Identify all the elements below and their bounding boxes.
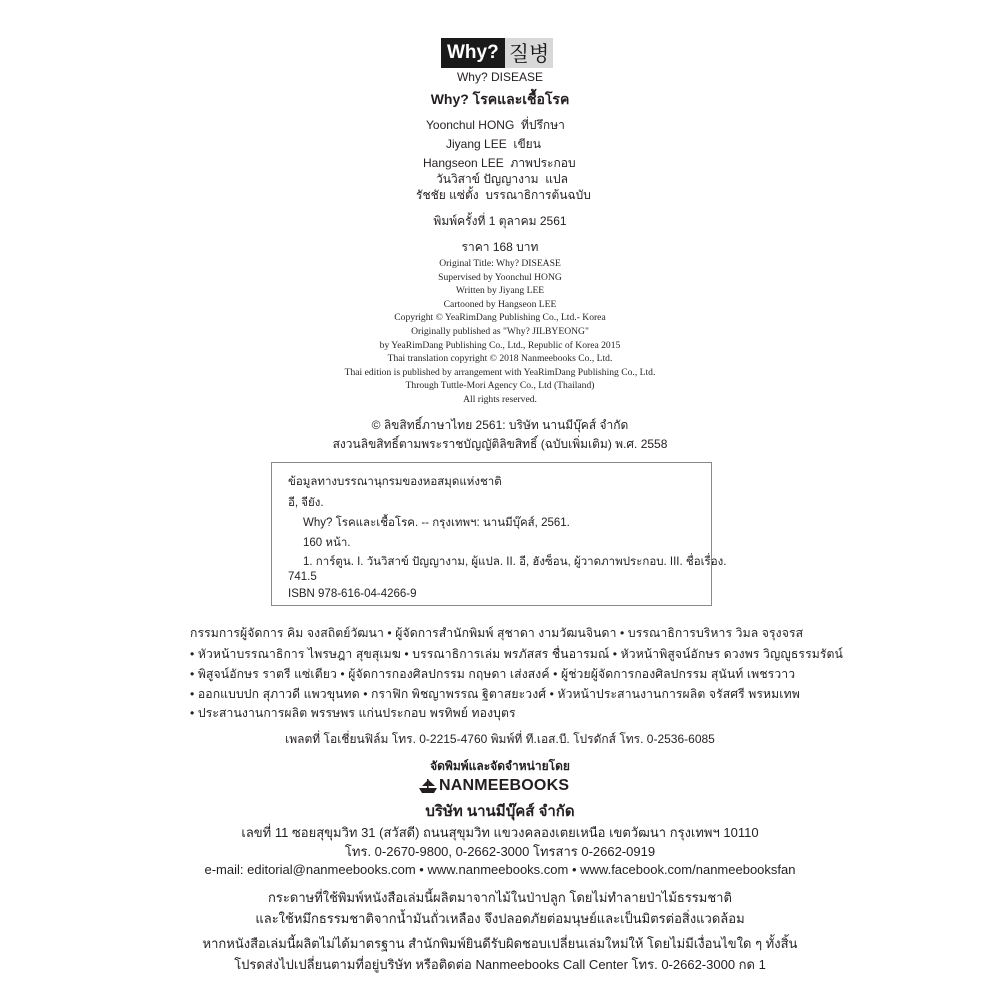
staff-line: • ออกแบบปก สุภาวดี แพวขุนทด • กราฟิก พิชญาพรรณ ฐิตาสยะวงศ์ • หัวหน้าประสานงานการผลิต จรัสศรี พรหมเทพ — [190, 687, 800, 701]
thai-title: Why? โรคและเชื้อโรค — [430, 91, 570, 107]
copyright-line: Thai translation copyright © 2018 Nanmeebooks Co., Ltd. — [387, 353, 613, 365]
series-logo — [441, 38, 553, 68]
staff-line: • หัวหน้าบรรณาธิการ ไพรษฎา สุขสุเมฆ • บรรณาธิการเล่ม พรภัสสร ชื่นอารมณ์ • หัวหน้าพิสูจน์อักษร ดวงพร วิญญูธรรมรัตน์ — [190, 647, 843, 661]
copyright-line: Thai edition is published by arrangement with YeaRimDang Publishing Co., Ltd. — [344, 366, 656, 378]
credit-name: วันวิสาข์ ปัญญางาม — [436, 172, 539, 186]
publisher-company: บริษัท นานมีบุ๊คส์ จำกัด — [425, 803, 575, 820]
paper-note: กระดาษที่ใช้พิมพ์หนังสือเล่มนี้ผลิตมาจากไม้ในป่าปลูก โดยไม่ทำลายป่าไม้ธรรมชาติ — [268, 890, 732, 905]
price: ราคา 168 บาท — [461, 240, 539, 254]
contact-note: โปรดส่งไปเปลี่ยนตามที่อยู่บริษัท หรือติดต่อ Nanmeebooks Call Center โทร. 0-2662-3000 กด 1 — [234, 957, 766, 972]
publisher-logo — [417, 776, 569, 796]
cip-author: อี, จียัง. — [288, 497, 324, 509]
replacement-note: หากหนังสือเล่มนี้ผลิตไม่ได้มาตรฐาน สำนักพิมพ์ยินดีรับผิดชอบเปลี่ยนเล่มใหม่ให้ โดยไม่มีเงื่อนไขใด ๆ ทั้งสิ้น — [202, 936, 798, 951]
cip-isbn: ISBN 978-616-04-4266-9 — [288, 588, 417, 600]
credit-name: Hangseon LEE — [423, 156, 504, 170]
cip-classification: 741.5 — [288, 571, 317, 583]
credit-role: แปล — [545, 172, 568, 186]
copyright-english — [0, 257, 1000, 407]
cip-subjects: 1. การ์ตูน. I. วันวิสาข์ ปัญญางาม, ผู้แปล. II. อี, ฮังซ็อน, ผู้วาดภาพประกอบ. III. ชื่อเรื่อง. — [303, 556, 727, 568]
credit-line — [446, 135, 541, 154]
staff-line: • พิสูจน์อักษร ราตรี แซ่เตียว • ผู้จัดการกองศิลปกรรม กฤษดา เส่งสงค์ • ผู้ช่วยผู้จัดการกองศิลปกรรม สุนันท์ เพชรวาว — [190, 667, 796, 681]
cip-title: Why? โรคและเชื้อโรค. -- กรุงเทพฯ: นานมีบุ๊คส์, 2561. — [303, 517, 570, 529]
credit-line — [426, 116, 565, 135]
ink-note: และใช้หมึกธรรมชาติจากน้ำมันถั่วเหลือง จึงปลอดภัยต่อมนุษย์และเป็นมิตรต่อสิ่งแวดล้อม — [255, 911, 745, 926]
cip-pages: 160 หน้า. — [303, 537, 351, 549]
staff-line: กรรมการผู้จัดการ คิม จงสถิตย์วัฒนา • ผู้จัดการสำนักพิมพ์ สุชาดา งามวัฒนจินดา • บรรณาธิการบริหาร วิมล จรุงจรส — [190, 626, 804, 640]
logo-korean: 질병 — [505, 38, 554, 68]
publisher-brand: NANMEEBOOKS — [439, 777, 570, 794]
publisher-address: เลขที่ 11 ซอยสุขุมวิท 31 (สวัสดี) ถนนสุขุมวิท แขวงคลองเตยเหนือ เขตวัฒนา กรุงเทพฯ 10110 — [241, 825, 759, 840]
credit-role: เขียน — [513, 137, 541, 151]
credit-role: บรรณาธิการต้นฉบับ — [485, 188, 591, 202]
publisher-label: จัดพิมพ์และจัดจำหน่ายโดย — [430, 759, 570, 773]
staff-line: • ประสานงานการผลิต พรรษพร แก่นประกอบ พรทิพย์ ทองบุตร — [190, 706, 516, 720]
publisher-phones: โทร. 0-2670-9800, 0-2662-3000 โทรสาร 0-2662-0919 — [344, 844, 656, 859]
cip-heading: ข้อมูลทางบรรณานุกรมของหอสมุดแห่งชาติ — [288, 476, 502, 488]
ship-icon — [417, 777, 439, 795]
copyright-thai-line: สงวนลิขสิทธิ์ตามพระราชบัญญัติลิขสิทธิ์ (ฉบับเพิ่มเติม) พ.ศ. 2558 — [332, 437, 668, 451]
cataloging-box — [271, 462, 727, 606]
copyright-line: Originally published as "Why? JILBYEONG" — [411, 325, 589, 337]
copyright-line: Cartooned by Hangseon LEE — [443, 298, 557, 310]
credit-name: Yoonchul HONG — [426, 118, 515, 132]
copyright-line: Through Tuttle-Mori Agency Co., Ltd (Thailand) — [405, 380, 595, 392]
copyright-thai-line: © ลิขสิทธิ์ภาษาไทย 2561: บริษัท นานมีบุ๊คส์ จำกัด — [371, 418, 629, 432]
copyright-line: All rights reserved. — [463, 393, 537, 405]
original-series-title: Why? DISEASE — [456, 70, 544, 84]
publisher-contact: e-mail: editorial@nanmeebooks.com • www.nanmeebooks.com • www.facebook.com/nanmeebooksfan — [204, 862, 796, 877]
copyright-line: Supervised by Yoonchul HONG — [438, 271, 562, 283]
logo-latin: Why? — [441, 38, 505, 68]
copyright-line: Written by Jiyang LEE — [455, 285, 545, 297]
printing-info: เพลตที่ โอเชี่ยนฟิล์ม โทร. 0-2215-4760 พิมพ์ที่ ที.เอส.บี. โปรดักส์ โทร. 0-2536-6085 — [285, 732, 715, 746]
credit-role: ที่ปรึกษา — [520, 118, 565, 132]
copyright-line: Original Title: Why? DISEASE — [439, 258, 561, 269]
credit-role: ภาพประกอบ — [510, 156, 576, 170]
credit-name: Jiyang LEE — [446, 137, 507, 151]
edition-info: พิมพ์ครั้งที่ 1 ตุลาคม 2561 — [433, 214, 567, 228]
copyright-line: by YeaRimDang Publishing Co., Ltd., Republic of Korea 2015 — [379, 339, 621, 351]
copyright-line: Copyright © YeaRimDang Publishing Co., Ltd.- Korea — [394, 312, 606, 324]
credit-line — [416, 186, 591, 205]
credit-name: รัชชัย แซ่ตั้ง — [416, 188, 479, 202]
